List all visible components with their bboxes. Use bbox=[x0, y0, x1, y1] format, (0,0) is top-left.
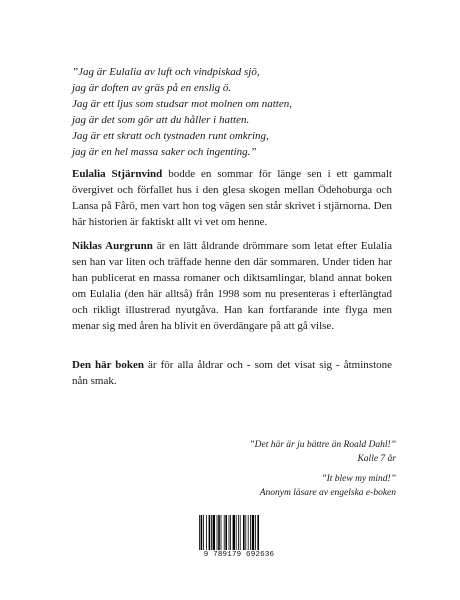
review-quote bbox=[176, 472, 396, 500]
poem-line: jag är doften av gräs på en enslig ö. bbox=[72, 82, 232, 94]
barcode-bar bbox=[199, 515, 200, 550]
paragraph-text: är för alla åldrar och - som det visat sig - åtminstone nån smak. bbox=[72, 359, 393, 387]
paragraph-eulalia bbox=[72, 166, 392, 230]
barcode-bar bbox=[217, 515, 218, 550]
paragraph-lead: Eulalia Stjärnvind bbox=[72, 168, 163, 180]
barcode-bar bbox=[201, 515, 203, 550]
poem-line: Jag är ett ljus som studsar mot molnen om natten, bbox=[72, 98, 292, 110]
barcode-bar bbox=[257, 515, 259, 550]
review-quote bbox=[176, 438, 396, 466]
barcode-bar bbox=[225, 515, 227, 550]
poem-line: ”Jag är Eulalia av luft och vindpiskad sjö, bbox=[72, 66, 260, 78]
quote-attribution: Anonym läsare av engelska e-boken bbox=[259, 488, 396, 498]
barcode-bar bbox=[238, 515, 239, 550]
barcode-bar bbox=[248, 515, 249, 550]
poem-line: Jag är ett skratt och tystnaden runt omkring, bbox=[72, 130, 269, 142]
paragraph-text: är en lätt åldrande drömmare som letat efter Eulalia sen han var liten och träffade henne den där sommaren. Under tiden har han publicerat en massa romaner och diktsamlingar, bland annat boken om Eulalia (den här alltså) från 1998 som nu presenteras i efterlängtad och rikligt illustrerad nyutgåva. Han kan fortfarande inte flyga men menar sig med åren ha blivit en överdängare på att gå vilse. bbox=[72, 240, 393, 332]
barcode-bar bbox=[224, 515, 225, 550]
quote-text: ”Det här är ju bättre än Roald Dahl!” bbox=[249, 440, 396, 450]
paragraph-book bbox=[72, 357, 392, 389]
paragraph-lead: Niklas Aurgrunn bbox=[72, 240, 153, 252]
quote-attribution: Kalle 7 år bbox=[357, 454, 396, 464]
barcode-bar bbox=[209, 515, 211, 550]
barcode-bar bbox=[229, 515, 230, 550]
barcode-bar bbox=[255, 515, 256, 550]
barcode-bar bbox=[243, 515, 245, 550]
poem bbox=[72, 64, 392, 160]
quote-text: ”It blew my mind!” bbox=[321, 474, 396, 484]
barcode-bars bbox=[195, 514, 283, 552]
barcode-bar bbox=[203, 515, 204, 550]
isbn-number: 9 789179 692636 bbox=[203, 551, 275, 559]
poem-line: jag är en hel massa saker och ingenting.” bbox=[72, 146, 257, 158]
paragraph-text: bodde en sommar för länge sen i ett gammalt övergivet och förfallet hus i den glesa skogen mellan Ödehoburga och Lansa på Fårö, men vart hon tog vägen sen står skrivet i stjärnorna. Den här historien är faktiskt allt vi vet om henne. bbox=[72, 168, 393, 228]
barcode-bar bbox=[250, 515, 251, 550]
barcode-bar bbox=[245, 515, 246, 550]
paragraph-lead: Den här boken bbox=[72, 359, 145, 371]
isbn-barcode bbox=[195, 514, 283, 566]
paragraph-author bbox=[72, 238, 392, 334]
barcode-bar bbox=[252, 515, 254, 550]
poem-line: jag är det som gör att du håller i hatten. bbox=[72, 114, 250, 126]
barcode-bar bbox=[240, 515, 241, 550]
barcode-bar bbox=[233, 515, 235, 550]
barcode-bar bbox=[230, 515, 231, 550]
barcode-bar bbox=[218, 515, 220, 550]
barcode-bar bbox=[213, 515, 215, 550]
barcode-bar bbox=[221, 515, 222, 550]
barcode-bar bbox=[206, 515, 207, 550]
barcode-bar bbox=[211, 515, 212, 550]
barcode-bar bbox=[236, 515, 237, 550]
